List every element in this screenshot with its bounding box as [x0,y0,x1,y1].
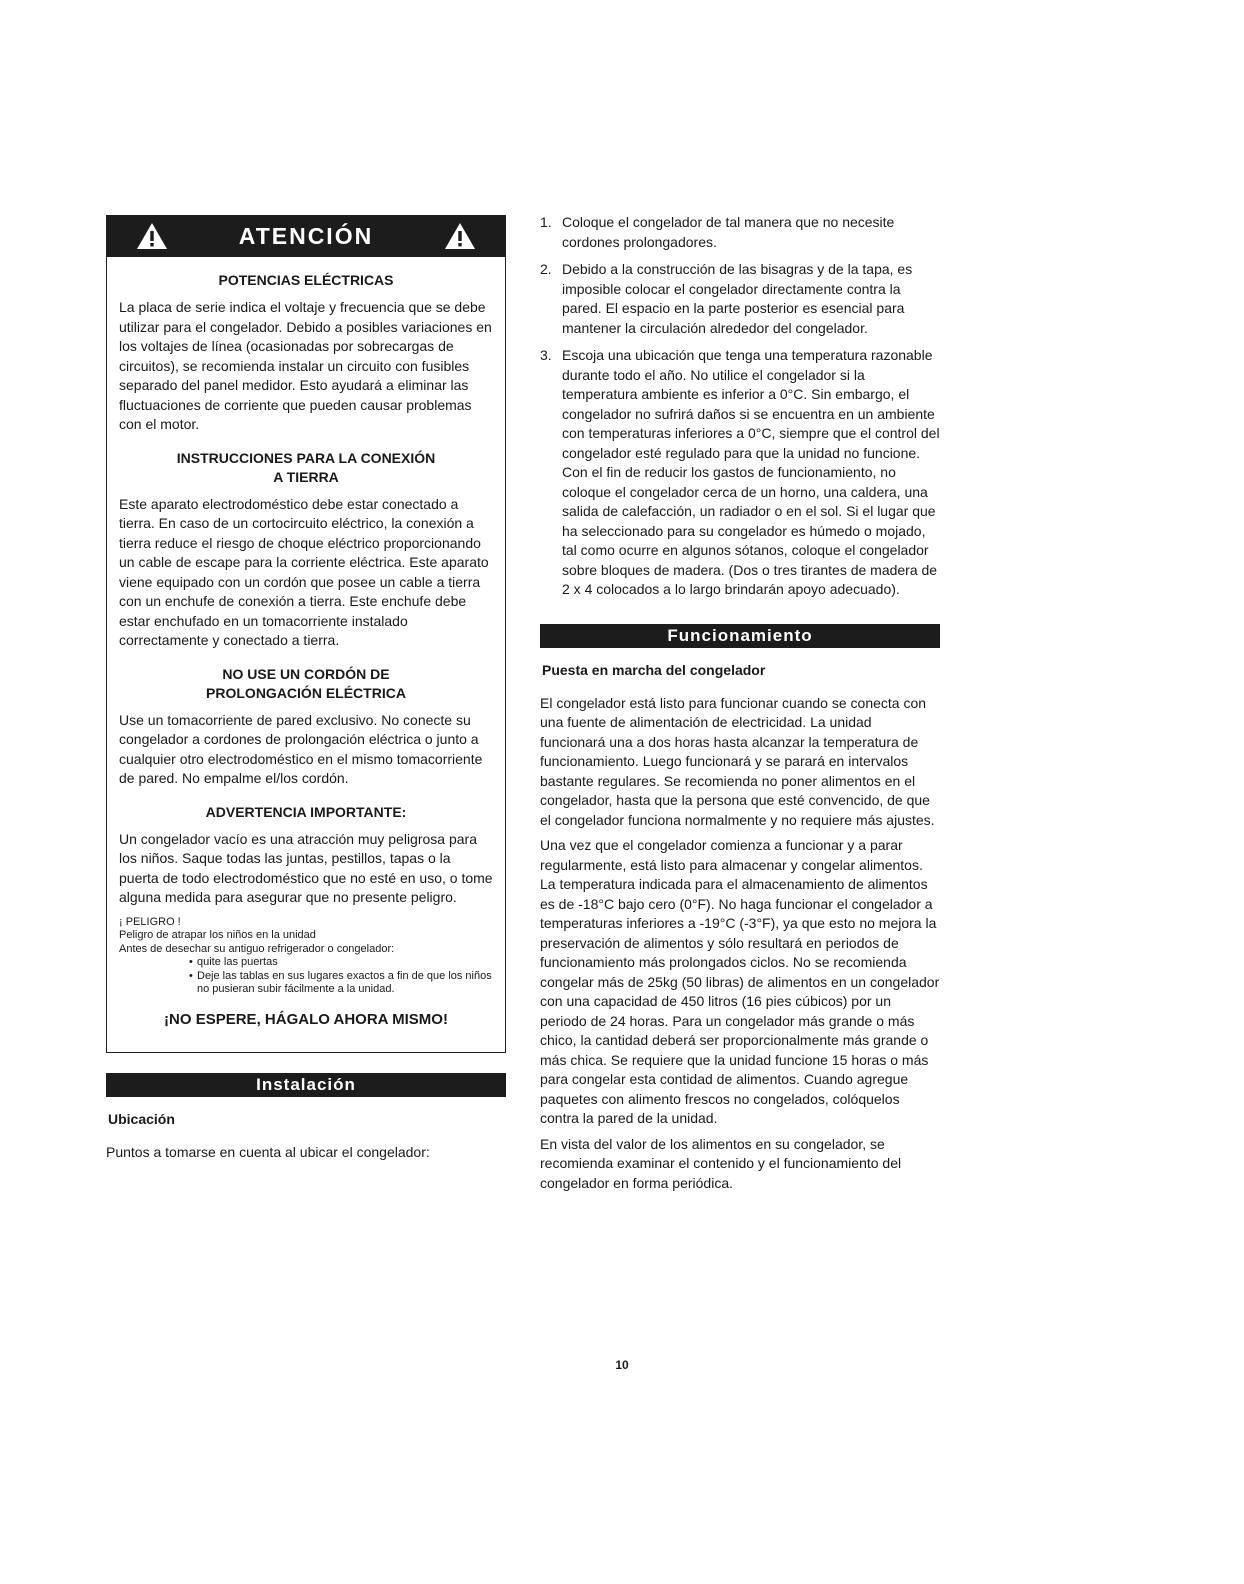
list-item [540,346,940,600]
danger-line-1: Peligro de atrapar los niños en la unidad [119,929,316,941]
location-heading: Ubicación [108,1110,175,1127]
operation-bar: Funcionamiento [540,624,940,648]
warning-banner [107,215,505,257]
right-column [540,213,940,1199]
extension-text: Use un tomacorriente de pared exclusivo. No conecte su congelador a cordones de prolongación eléctrica o junto a cualquier otro electrodoméstico en el mismo tomacorriente de pared. No empalme el/los cordón. [119,711,483,786]
item-text: Escoja una ubicación que tenga una temperatura razonable durante todo el año. No utilice el congelador si la temperatura ambiente es inferior a 0°C. Sin embargo, el congelador no sufrirá daños si se encuentra en un ambiente con temperaturas inferiores a 0°C, siempre que el control del congelador esté regulado para que la unidad no funcione. Con el fin de reducir los gastos de funcionamiento, no coloque el congelador cerca de un horno, una caldera, una salida de calefacción, un radiador o en el sol. Si el lugar que ha seleccionado para su congelador es húmedo o mojado, tal como ocurre en algunos sótanos, coloque el congelador sobre bloques de madera. (Dos o tres tirantes de madera de 2 x 4 colocados a lo largo brindarán apoyo adecuado). [562,347,940,597]
location-intro: Puntos a tomarse en cuenta al ubicar el congelador: [106,1143,430,1160]
ground-heading-line-1: INSTRUCCIONES PARA LA CONEXIÓN [176,449,436,466]
left-column [106,215,506,1168]
ground-heading [119,449,493,487]
danger-label: ¡ PELIGRO ! [119,915,181,928]
item-text: Coloque el congelador de tal manera que no necesite cordones prolongadores. [562,214,895,250]
important-heading: ADVERTENCIA IMPORTANTE: [205,803,407,820]
extension-heading-line-2: PROLONGACIÓN ELÉCTRICA [206,684,406,701]
item-text: Debido a la construcción de las bisagras y de la tapa, es imposible colocar el congelador directamente contra la pared. El espacio en la parte posterior es esencial para mantener la circulación alrededor del congelador. [562,261,913,336]
bullet-text: Deje las tablas en sus lugares exactos a fin de que los niños no pusieran subir fácilmente a la unidad. [197,969,492,995]
item-number: 2. [540,261,552,277]
power-text: La placa de serie indica el voltaje y frecuencia que se debe utilizar para el congelador. Debido a posibles variaciones en los voltajes de línea (ocasionadas por sobrecargas de circuitos), se recomienda instalar un circuito con fusibles separado del panel medidor. Esto ayudará a eliminar las fluctuaciones de corriente que pueden causar problemas con el motor. [119,299,492,432]
item-number: 1. [540,214,552,230]
list-item [540,213,940,252]
warning-box [106,215,506,1053]
ground-heading-line-2: A TIERRA [273,468,339,485]
item-number: 3. [540,347,552,363]
important-text: Un congelador vacío es una atracción muy peligrosa para los niños. Saque todas las juntas, pestillos, tapas o la puerta de todo electrodoméstico que no esté en uso, o tome alguna medida para asegurar que no presente peligro. [119,830,493,905]
extension-heading-line-1: NO USE UN CORDÓN DE [222,665,390,682]
warning-triangle-icon [135,221,169,251]
power-heading: POTENCIAS ELÉCTRICAS [218,272,394,288]
page-number: 10 [615,1358,629,1372]
bullet-item: • Deje las tablas en sus lugares exactos a fin de que los niños no pusieran subir fácilmente a la unidad. [189,969,492,995]
list-item [540,260,940,338]
location-list [540,213,940,600]
final-warning: ¡NO ESPERE, HÁGALO AHORA MISMO! [164,1010,448,1028]
operation-paragraph-3: En vista del valor de los alimentos en su congelador, se recomienda examinar el contenido y el funcionamiento del congelador en forma periódica. [540,1135,902,1191]
operation-paragraph-1: El congelador está listo para funcionar cuando se conecta con una fuente de alimentación de electricidad. La unidad funcionará una a dos horas hasta alcanzar la temperatura de funcionamiento. Luego funcionará y se parará en intervalos bastante regulares. Se recomienda no poner alimentos en el congelador, hasta que la persona que esté convencido, de que el congelador funciona normalmente y no requiere más ajustes. [540,694,935,828]
installation-bar: Instalación [106,1073,506,1097]
bullet-text: quite las puertas [197,956,278,968]
operation-paragraph-2: Una vez que el congelador comienza a funcionar y a parar regularmente, está listo para almacenar y congelar alimentos. La temperatura indicada para el almacenamiento de alimentos es de -18°C bajo cero (0°F). No haga funcionar el congelador a temperaturas inferiores a -19°C (-3°F), ya que esto no mejora la preservación de alimentos y sólo resultará en periodos de funcionamiento más prolongados ciclos. No se recomienda congelar más de 25kg (50 libras) de alimentos en un congelador con una capacidad de 450 litros (16 pies cúbicos) por un periodo de 24 horas. Para un congelador más grande o más chico, la cantidad deberá ser proporcionalmente más grande o más chica. Se requiere que la unidad funcione 15 horas o más para congelar esta contidad de alimentos. Cuando agregue paquetes con alimento frescos no congelados, colóquelos contra la pared de la unidad. [540,837,940,1126]
warning-triangle-icon [443,221,477,251]
ground-text: Este aparato electrodoméstico debe estar conectado a tierra. En caso de un cortocircuito eléctrico, la conexión a tierra reduce el riesgo de choque eléctrico proporcionando un cable de escape para la corriente eléctrica. Este aparato viene equipado con un cordón que posee un cable a tierra con un enchufe de conexión a tierra. Este enchufe debe estar enchufado en un tomacorriente instalado correctamente y conectado a tierra. [119,495,489,648]
warning-title: ATENCIÓN [238,222,374,249]
extension-heading [119,665,493,703]
start-heading: Puesta en marcha del congelador [542,661,766,678]
bullet-item: • quite las puertas [189,956,278,968]
danger-line-2: Antes de desechar su antiguo refrigerador o congelador: [119,942,395,955]
